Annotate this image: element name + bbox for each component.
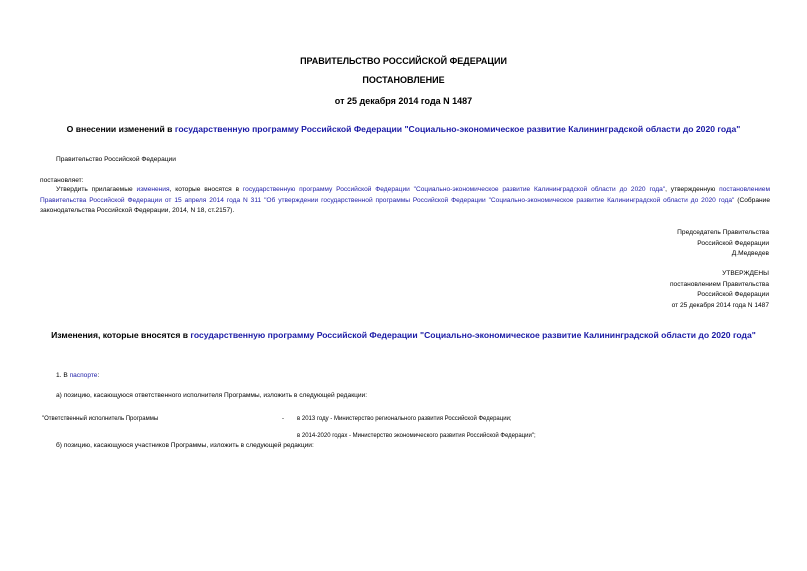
p1-text-c: , утвержденную [665, 186, 720, 193]
item-a: а) позицию, касающуюся ответственного исполнителя Программы, изложить в следующей редакции: [56, 392, 368, 399]
p1-text-d: (Собрание законодательства Российской Федерации, 2014, N 18, ст.2157). [40, 196, 770, 214]
signature-line-1: Председатель Правительства [677, 229, 769, 236]
table-dash: - [282, 416, 284, 422]
changes-title-program-link[interactable]: государственную программу Российской Федерации "Социально-экономическое развитие Калининградской области до 2020 года" [190, 330, 756, 340]
approved-line-1: УТВЕРЖДЕНЫ [722, 270, 769, 277]
table-row-1: в 2013 году - Министерство регионального развития Российской Федерации; [297, 416, 512, 422]
item-b: б) позицию, касающуюся участников Программы, изложить в следующей редакции: [56, 442, 314, 449]
main-paragraph [40, 185, 770, 217]
decides-text: постановляет: [40, 177, 84, 184]
resolution-311-link[interactable]: постановлением Правительства Российской Федерации от 15 апреля 2014 года N 311 "Об утверждении государственной программы Российской Федерации "Социально-экономическое развитие Калининградской области до 2020 года" [40, 186, 770, 204]
approved-block [670, 269, 769, 311]
changes-link[interactable]: изменения [136, 186, 170, 193]
approved-line-2: постановлением Правительства [669, 280, 769, 288]
title-program-link[interactable]: государственную программу Российской Федерации "Социально-экономическое развитие Калининградской области до 2020 года" [174, 124, 741, 134]
table-label: "Ответственный исполнитель Программы [42, 416, 159, 422]
program-link[interactable]: государственную программу Российской Федерации "Социально-экономическое развитие Калининградской области до 2020 года" [242, 186, 666, 193]
changes-title-prefix: Изменения, которые вносятся в [51, 330, 191, 340]
changes-title [0, 330, 807, 340]
document-title [0, 124, 807, 134]
signature-line-2: Российской Федерации [697, 239, 769, 247]
signature-line-3: Д.Медведев [731, 250, 769, 258]
table-row-2: в 2014-2020 годах - Министерство экономического развития Российской Федерации"; [297, 433, 536, 439]
item-1-prefix: 1. В [56, 372, 70, 379]
signature-block [677, 228, 769, 260]
doc-type-heading: ПОСТАНОВЛЕНИЕ [362, 75, 445, 85]
item-1 [56, 372, 99, 379]
passport-link[interactable]: паспорте [69, 372, 98, 379]
date-number-heading: от 25 декабря 2014 года N 1487 [334, 96, 473, 106]
title-prefix: О внесении изменений в [66, 124, 175, 134]
p1-text-a: Утвердить прилагаемые [56, 186, 137, 193]
approved-line-4: от 25 декабря 2014 года N 1487 [671, 301, 769, 309]
p1-text-b: , которые вносятся в [169, 186, 243, 193]
item-1-suffix: : [97, 372, 100, 379]
approved-line-3: Российской Федерации [697, 291, 769, 299]
government-heading: ПРАВИТЕЛЬСТВО РОССИЙСКОЙ ФЕДЕРАЦИИ [300, 56, 507, 66]
issuer-text: Правительство Российской Федерации [56, 156, 176, 163]
